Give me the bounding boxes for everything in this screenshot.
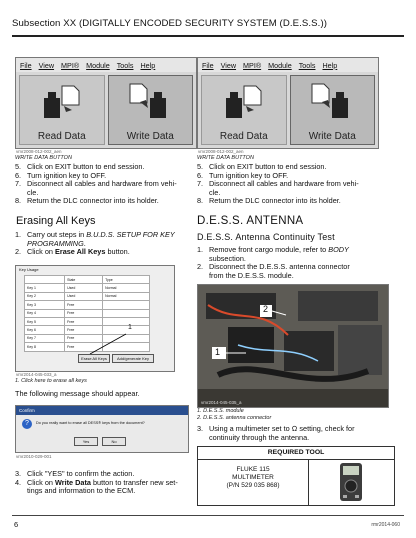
steps-left bbox=[15, 163, 195, 206]
dialog-title: Confirm bbox=[16, 406, 188, 415]
list-item: 5. Click on EXIT button to end session. bbox=[197, 162, 327, 171]
callout-number: 1 bbox=[128, 324, 132, 331]
figure-caption: 1. Click here to erase all keys bbox=[15, 378, 87, 384]
legend-item: 2. D.E.S.S. antenna connector bbox=[197, 414, 272, 421]
buds-screenshot-right bbox=[197, 57, 379, 149]
dess-module-photo bbox=[197, 284, 389, 408]
tool-type: MULTIMETER bbox=[232, 474, 274, 482]
buds-screenshot-left bbox=[15, 57, 197, 149]
figure-caption: WRITE DATA BUTTON bbox=[197, 155, 254, 161]
list-item: 3. Click "YES" to confirm the action. bbox=[15, 469, 135, 478]
dess-steps bbox=[197, 246, 402, 280]
screenshot-id: vmr2008-012-002_aen bbox=[16, 149, 62, 154]
erase-steps-end bbox=[15, 470, 195, 496]
list-item: 8. Return the DLC connector into its holder. bbox=[15, 196, 159, 206]
table-row[interactable]: Key 2 Used Normal bbox=[25, 292, 150, 300]
screenshot-id: vmr2008-012-002_aen bbox=[198, 149, 244, 154]
read-data-label: Read Data bbox=[219, 131, 268, 142]
write-data-button[interactable] bbox=[290, 75, 376, 145]
menu-view[interactable]: View bbox=[38, 60, 55, 70]
write-data-icon bbox=[308, 80, 356, 124]
required-tool-box bbox=[197, 446, 395, 506]
list-item: 8. Return the DLC connector into its holder. bbox=[197, 196, 341, 206]
dess-step-3 bbox=[197, 425, 402, 442]
add-key-button[interactable]: Add/generate Key bbox=[112, 354, 154, 363]
tool-divider bbox=[308, 460, 309, 505]
question-icon: ? bbox=[22, 419, 32, 429]
table-header: State Type bbox=[25, 276, 150, 284]
tool-part-number: (P/N 529 035 868) bbox=[226, 482, 280, 490]
screenshot-id: vmr2010-029-001 bbox=[16, 454, 52, 459]
key-usage-title: Key Usage bbox=[19, 267, 39, 272]
menu-bar bbox=[198, 58, 378, 72]
table-row[interactable]: Key 1 Used Normal bbox=[25, 284, 150, 292]
key-usage-screenshot bbox=[15, 265, 175, 372]
list-item: 4. Click on Write Data button to transfer new set- tings and information to the ECM. bbox=[15, 477, 178, 496]
menu-module[interactable]: Module bbox=[268, 60, 292, 70]
menu-help[interactable]: Help bbox=[322, 60, 338, 70]
menu-mpi[interactable]: MPI® bbox=[243, 60, 262, 70]
list-item: 6. Turn ignition key to OFF. bbox=[197, 170, 289, 180]
table-row[interactable]: Key 8 Free bbox=[25, 343, 150, 351]
write-data-label: Write Data bbox=[308, 131, 356, 142]
table-row[interactable]: Key 7 Free bbox=[25, 334, 150, 342]
engine-bay-illustration bbox=[198, 285, 388, 407]
erase-all-keys-button[interactable]: Erase All Keys bbox=[78, 354, 110, 363]
callout-number: 1 bbox=[215, 347, 221, 357]
legend bbox=[197, 408, 271, 421]
menu-file[interactable]: File bbox=[20, 60, 32, 70]
confirm-dialog-screenshot bbox=[15, 405, 189, 453]
legend-item: 1. D.E.S.S. module bbox=[197, 408, 244, 414]
write-data-button[interactable] bbox=[108, 75, 194, 145]
footer-divider bbox=[12, 515, 404, 516]
read-data-button[interactable] bbox=[19, 75, 105, 145]
list-item: cle. bbox=[209, 187, 221, 197]
following-message: The following message should appear. bbox=[15, 389, 140, 398]
menu-file[interactable]: File bbox=[202, 60, 214, 70]
erase-steps bbox=[15, 231, 195, 257]
dialog-message: Do you really want to erase all DESS® keys from the document? bbox=[36, 421, 145, 425]
subsection-heading: D.E.S.S. Antenna Continuity Test bbox=[197, 232, 335, 242]
list-item: 5. Click on EXIT button to end session. bbox=[15, 162, 145, 171]
title-divider bbox=[12, 35, 404, 37]
read-data-button[interactable] bbox=[201, 75, 287, 145]
page-number: 6 bbox=[14, 520, 19, 529]
photo-id: vmr2014-045-035_a bbox=[201, 400, 242, 405]
section-heading-erase: Erasing All Keys bbox=[16, 215, 96, 227]
list-item: 7. Disconnect all cables and hardware from vehi- bbox=[197, 179, 359, 189]
section-heading-dess: D.E.S.S. ANTENNA bbox=[197, 215, 304, 227]
steps-right bbox=[197, 163, 402, 206]
list-item: 1. Remove front cargo module, refer to BODY subsection. bbox=[197, 245, 349, 263]
write-data-label: Write Data bbox=[126, 131, 174, 142]
multimeter-icon bbox=[339, 462, 363, 502]
tool-description bbox=[198, 460, 308, 504]
yes-button[interactable]: Yes bbox=[74, 437, 98, 446]
table-row[interactable]: Key 6 Free bbox=[25, 326, 150, 334]
page-title: Subsection XX (DIGITALLY ENCODED SECURITY SYSTEM (D.E.S.S.)) bbox=[12, 18, 328, 29]
menu-tools[interactable]: Tools bbox=[298, 60, 316, 70]
figure-caption: WRITE DATA BUTTON bbox=[15, 155, 72, 161]
callout-number: 2 bbox=[263, 304, 269, 314]
tool-name: FLUKE 115 bbox=[236, 466, 270, 473]
table-row[interactable]: Key 5 Free bbox=[25, 317, 150, 325]
no-button[interactable]: No bbox=[102, 437, 126, 446]
list-item: 1. Carry out steps in B.U.D.S. SETUP FOR KEY PROGRAMMING. bbox=[15, 230, 175, 248]
menu-bar bbox=[16, 58, 196, 72]
menu-mpi[interactable]: MPI® bbox=[61, 60, 80, 70]
menu-help[interactable]: Help bbox=[140, 60, 156, 70]
menu-tools[interactable]: Tools bbox=[116, 60, 134, 70]
menu-view[interactable]: View bbox=[220, 60, 237, 70]
list-item: cle. bbox=[27, 187, 39, 197]
table-row[interactable]: Key 4 Free bbox=[25, 309, 150, 317]
table-row[interactable]: Key 3 Free bbox=[25, 301, 150, 309]
list-item: 2. Disconnect the D.E.S.S. antenna connector from the D.E.S.S. module. bbox=[197, 262, 350, 280]
doc-code: rmr2014-060 bbox=[371, 522, 400, 528]
required-tool-header: REQUIRED TOOL bbox=[198, 447, 394, 460]
list-item: 6. Turn ignition key to OFF. bbox=[15, 170, 107, 180]
read-data-icon bbox=[222, 80, 266, 124]
read-data-label: Read Data bbox=[37, 131, 86, 142]
write-data-icon bbox=[126, 80, 174, 124]
read-data-icon bbox=[40, 80, 84, 124]
list-item: 3. Using a multimeter set to Ω setting, check for continuity through the antenna. bbox=[197, 424, 355, 442]
list-item: 7. Disconnect all cables and hardware from vehi- bbox=[15, 179, 177, 189]
screenshot-id: vmr2014-045-033_a bbox=[16, 372, 57, 377]
list-item: 2. Click on Erase All Keys button. bbox=[15, 247, 130, 257]
menu-module[interactable]: Module bbox=[86, 60, 110, 70]
